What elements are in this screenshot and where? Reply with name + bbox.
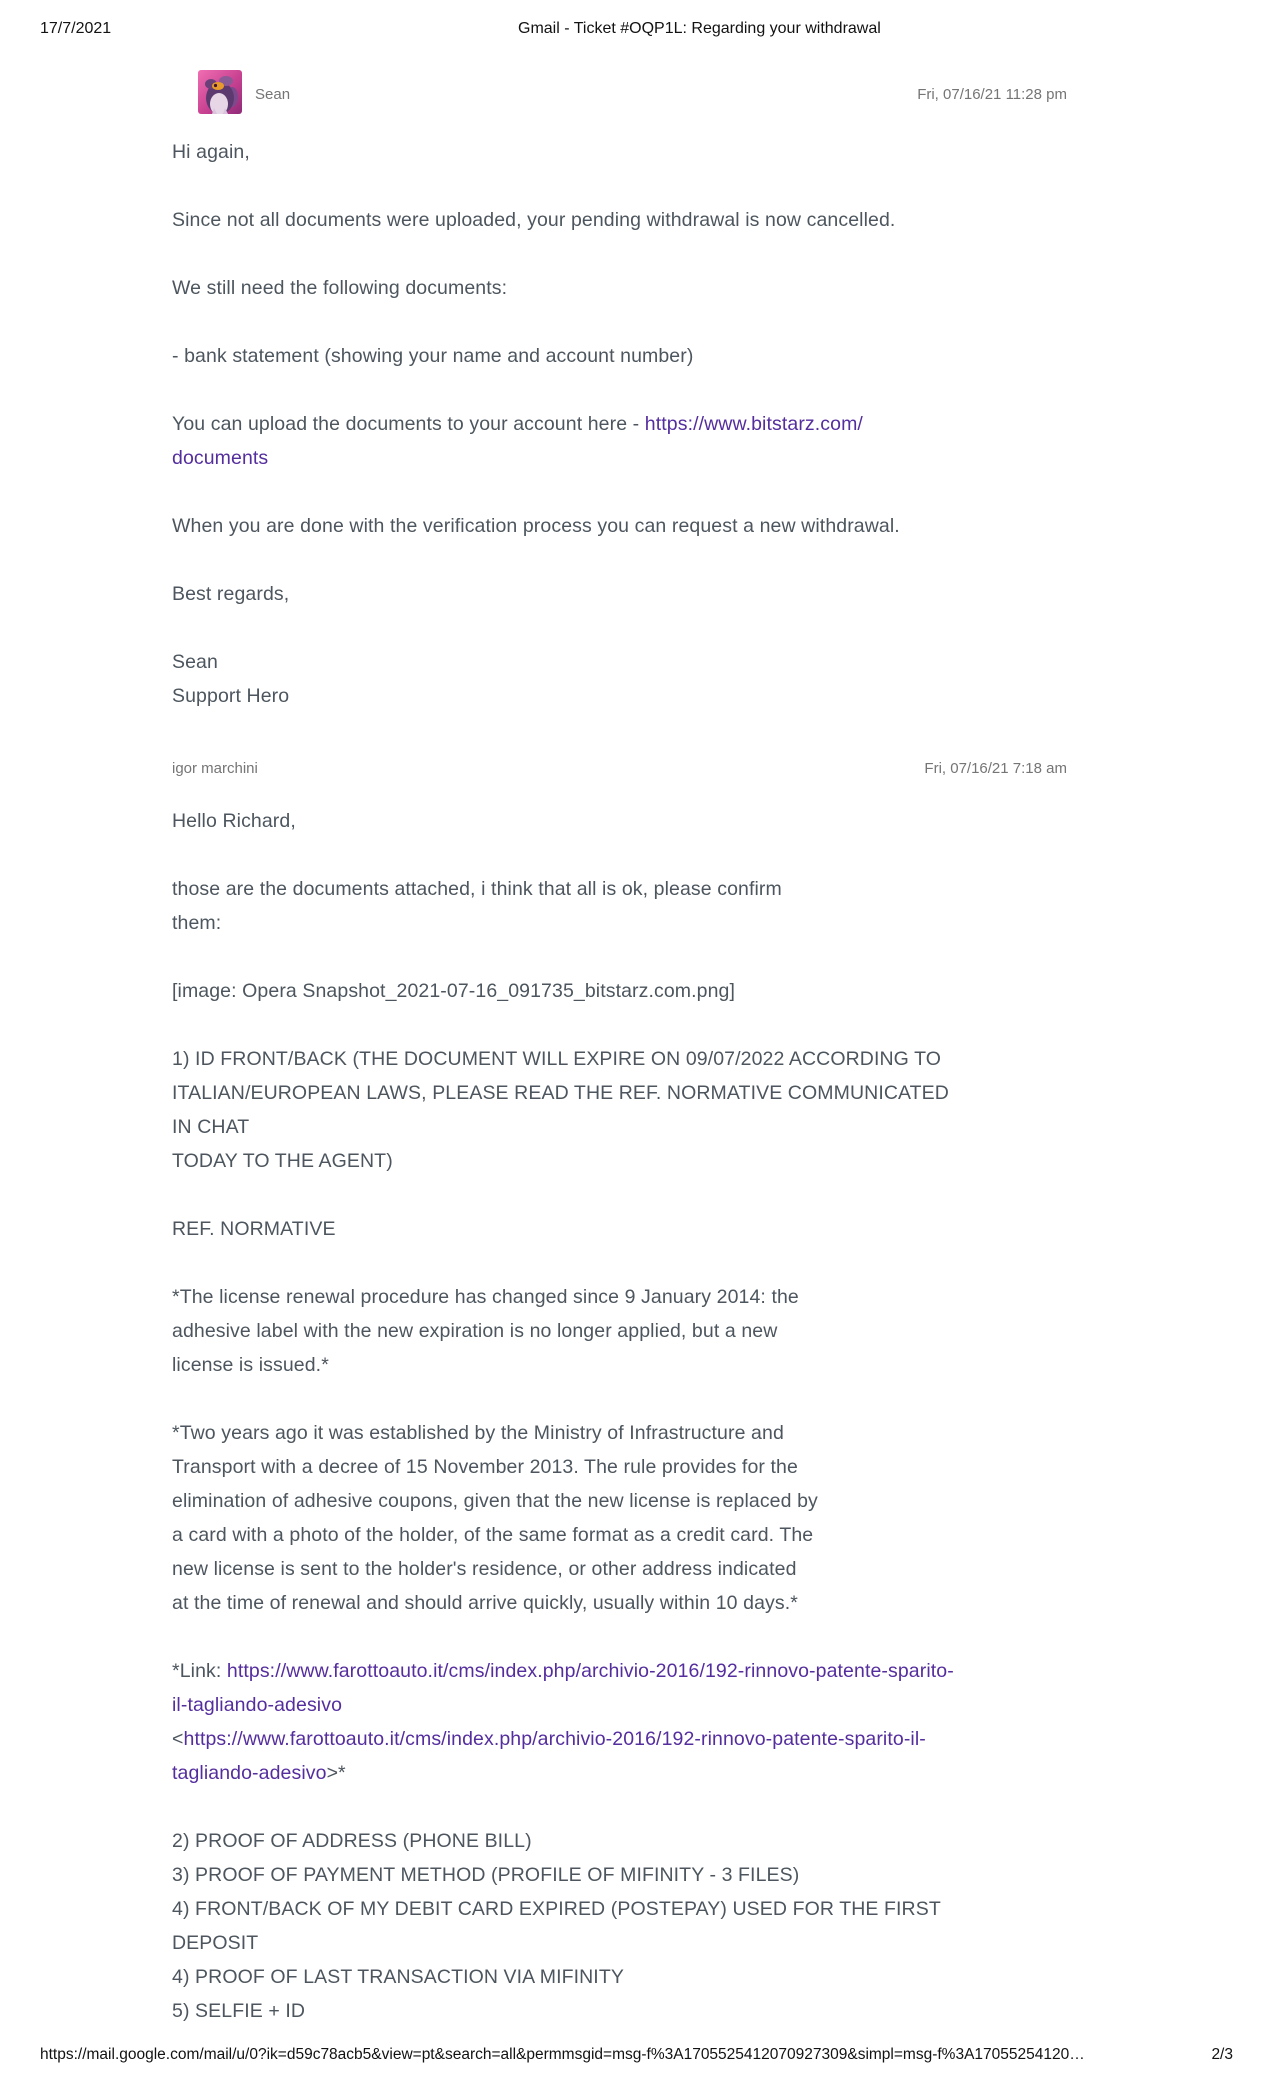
sender-info — [172, 70, 290, 119]
text-segment: Since not all documents were uploaded, your pending withdrawal is now cancelled. — [172, 209, 896, 231]
email-link[interactable]: il-tagliando-adesivo — [172, 1694, 343, 1716]
message-header — [172, 72, 1067, 116]
paragraph — [172, 804, 1132, 838]
text-line — [172, 1280, 1132, 1314]
text-segment: *Two years ago it was established by the Ministry of Infrastructure and — [172, 1422, 784, 1444]
email-message — [172, 758, 1067, 2062]
text-segment: REF. NORMATIVE — [172, 1218, 336, 1240]
message-header — [172, 758, 1067, 778]
text-line — [172, 1926, 1132, 1960]
text-segment: ITALIAN/EUROPEAN LAWS, PLEASE READ THE REF. NORMATIVE COMMUNICATED — [172, 1082, 949, 1104]
avatar-slot — [198, 70, 242, 119]
text-line — [172, 645, 1132, 679]
source-url: https://mail.google.com/mail/u/0?ik=d59c78acb5&view=pt&search=all&permmsgid=msg-f%3A1705525412070927309&simpl=msg-f%3A17055254120… — [40, 2046, 1085, 2063]
text-segment: 5) SELFIE + ID — [172, 2000, 306, 2022]
text-line — [172, 1654, 1132, 1688]
text-segment: >* — [326, 1762, 346, 1784]
text-segment: < — [172, 1728, 184, 1750]
paragraph — [172, 407, 1132, 475]
text-segment: 2) PROOF OF ADDRESS (PHONE BILL) — [172, 1830, 532, 1852]
text-line — [172, 679, 1132, 713]
text-line — [172, 135, 1132, 169]
text-segment: Transport with a decree of 15 November 2013. The rule provides for the — [172, 1456, 798, 1478]
paragraph — [172, 1280, 1132, 1382]
text-line — [172, 1314, 1132, 1348]
paragraph — [172, 1042, 1132, 1178]
text-line — [172, 1756, 1132, 1790]
message-body — [172, 135, 1132, 713]
text-line — [172, 804, 1132, 838]
paragraph — [172, 1654, 1132, 1790]
text-line — [172, 203, 1132, 237]
text-segment: *The license renewal procedure has changed since 9 January 2014: the — [172, 1286, 799, 1308]
print-date: 17/7/2021 — [40, 20, 112, 37]
message-body — [172, 804, 1132, 2028]
text-line — [172, 1688, 1132, 1722]
paragraph — [172, 1824, 1132, 2028]
text-segment: them: — [172, 912, 222, 934]
text-line — [172, 1076, 1132, 1110]
text-segment: [image: Opera Snapshot_2021-07-16_091735_bitstarz.com.png] — [172, 980, 736, 1002]
text-line — [172, 1552, 1132, 1586]
text-line — [172, 1110, 1132, 1144]
sender-name: Sean — [255, 85, 291, 103]
email-link[interactable]: https://www.farottoauto.it/cms/index.php/archivio-2016/192-rinnovo-patente-sparito-il- — [183, 1728, 926, 1750]
text-segment: adhesive label with the new expiration is no longer applied, but a new — [172, 1320, 778, 1342]
text-line — [172, 1892, 1132, 1926]
page-number: 2/3 — [1211, 2046, 1233, 2063]
text-line — [172, 1348, 1132, 1382]
email-message — [172, 72, 1067, 747]
text-segment: license is issued.* — [172, 1354, 329, 1376]
text-segment: a card with a photo of the holder, of the same format as a credit card. The — [172, 1524, 814, 1546]
text-line — [172, 271, 1132, 305]
text-line — [172, 872, 1132, 906]
paragraph — [172, 577, 1132, 611]
print-footer — [0, 2046, 1275, 2066]
text-segment: 4) PROOF OF LAST TRANSACTION VIA MIFINITY — [172, 1966, 624, 1988]
text-line — [172, 1144, 1132, 1178]
email-link[interactable]: https://www.farottoauto.it/cms/index.php/archivio-2016/192-rinnovo-patente-sparito- — [226, 1660, 954, 1682]
text-line — [172, 1824, 1132, 1858]
text-line — [172, 1994, 1132, 2028]
paragraph — [172, 509, 1132, 543]
email-thread — [172, 72, 1067, 2062]
paragraph — [172, 1212, 1132, 1246]
text-line — [172, 339, 1132, 373]
paragraph — [172, 645, 1132, 713]
text-segment: DEPOSIT — [172, 1932, 259, 1954]
text-line — [172, 509, 1132, 543]
text-line — [172, 1416, 1132, 1450]
text-line — [172, 906, 1132, 940]
email-link[interactable]: https://www.bitstarz.com/ — [644, 413, 863, 435]
text-line — [172, 1586, 1132, 1620]
text-line — [172, 577, 1132, 611]
text-line — [172, 1960, 1132, 1994]
sender-name: igor marchini — [172, 759, 258, 777]
message-timestamp: Fri, 07/16/21 7:18 am — [924, 759, 1067, 777]
text-segment: Hi again, — [172, 141, 250, 163]
text-segment: 4) FRONT/BACK OF MY DEBIT CARD EXPIRED (POSTEPAY) USED FOR THE FIRST — [172, 1898, 941, 1920]
paragraph — [172, 974, 1132, 1008]
text-line — [172, 1858, 1132, 1892]
text-line — [172, 1042, 1132, 1076]
paragraph — [172, 1416, 1132, 1620]
print-header — [0, 20, 1275, 42]
text-line — [172, 1450, 1132, 1484]
text-segment: 1) ID FRONT/BACK (THE DOCUMENT WILL EXPIRE ON 09/07/2022 ACCORDING TO — [172, 1048, 942, 1070]
text-segment: TODAY TO THE AGENT) — [172, 1150, 393, 1172]
text-segment: Support Hero — [172, 685, 290, 707]
text-segment: elimination of adhesive coupons, given that the new license is replaced by — [172, 1490, 818, 1512]
text-segment: When you are done with the verification process you can request a new withdrawal. — [172, 515, 900, 537]
text-line — [172, 1518, 1132, 1552]
text-segment: at the time of renewal and should arrive quickly, usually within 10 days.* — [172, 1592, 798, 1614]
text-segment: You can upload the documents to your account here - — [172, 413, 645, 435]
email-link[interactable]: documents — [172, 447, 269, 469]
sender-info — [172, 760, 258, 777]
text-segment: those are the documents attached, i think that all is ok, please confirm — [172, 878, 782, 900]
document-title: Gmail - Ticket #OQP1L: Regarding your withdrawal — [518, 20, 881, 37]
text-segment: Best regards, — [172, 583, 290, 605]
message-timestamp: Fri, 07/16/21 11:28 pm — [917, 85, 1067, 103]
text-line — [172, 441, 1132, 475]
text-segment: We still need the following documents: — [172, 277, 508, 299]
text-segment: IN CHAT — [172, 1116, 250, 1138]
text-line — [172, 974, 1132, 1008]
text-line — [172, 1722, 1132, 1756]
text-segment: new license is sent to the holder's residence, or other address indicated — [172, 1558, 797, 1580]
text-segment: *Link: — [172, 1660, 227, 1682]
text-line — [172, 1212, 1132, 1246]
text-segment: Hello Richard, — [172, 810, 296, 832]
email-link[interactable]: tagliando-adesivo — [172, 1762, 327, 1784]
paragraph — [172, 135, 1132, 169]
paragraph — [172, 203, 1132, 237]
paragraph — [172, 339, 1132, 373]
text-segment: Sean — [172, 651, 218, 673]
text-segment: 3) PROOF OF PAYMENT METHOD (PROFILE OF MIFINITY - 3 FILES) — [172, 1864, 800, 1886]
paragraph — [172, 872, 1132, 940]
text-segment: - bank statement (showing your name and account number) — [172, 345, 694, 367]
text-line — [172, 1484, 1132, 1518]
pink-monster-avatar — [198, 70, 242, 114]
paragraph — [172, 271, 1132, 305]
text-line — [172, 407, 1132, 441]
